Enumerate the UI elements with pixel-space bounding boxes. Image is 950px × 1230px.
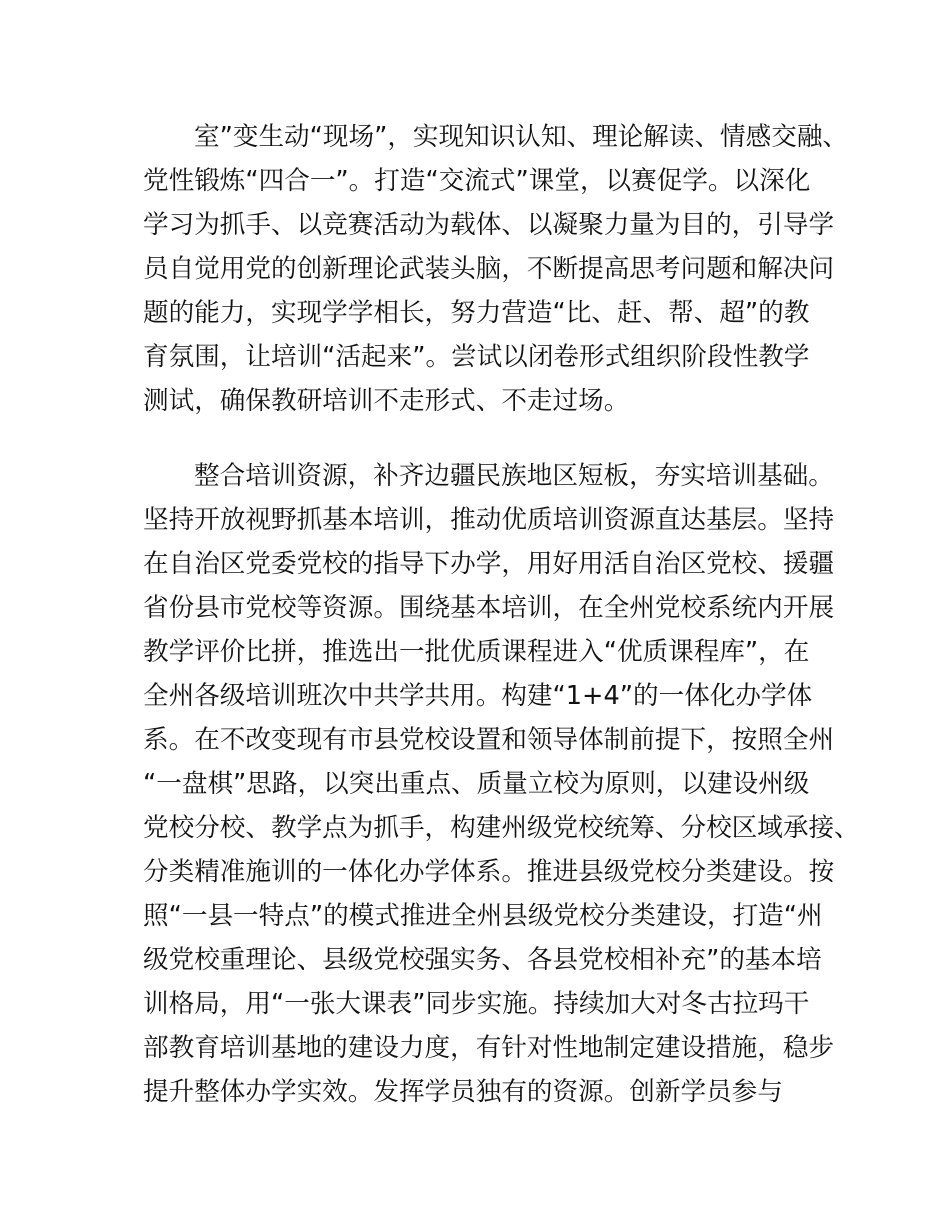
text-line: 训格局，用“一张大课表”同步实施。持续加大对冬古拉玛干 xyxy=(143,989,810,1019)
document-page xyxy=(143,115,860,1145)
text-line: 育氛围，让培训“活起来”。尝试以闭卷形式组织阶段性教学 xyxy=(143,342,810,372)
text-line: 级党校重理论、县级党校强实务、各县党校相补充”的基本培 xyxy=(143,945,822,975)
text-line: 整合培训资源，补齐边疆民族地区短板，夯实培训基础。 xyxy=(194,461,834,491)
text-line: 部教育培训基地的建设力度，有针对性地制定建设措施，稳步 xyxy=(143,1033,835,1063)
text-line: 员自觉用党的创新理论武装头脑，不断提高思考问题和解决问 xyxy=(143,254,835,284)
text-line: 题的能力，实现学学相长，努力营造“比、赶、帮、超”的教 xyxy=(143,298,810,328)
text-line: 测试，确保教研培训不走形式、不走过场。 xyxy=(143,386,630,416)
text-line: 系。在不改变现有市县党校设置和领导体制前提下，按照全州 xyxy=(143,725,835,755)
text-line: 坚持开放视野抓基本培训，推动优质培训资源直达基层。坚持 xyxy=(143,505,835,535)
text-line: 全州各级培训班次中共学共用。构建“1+4”的一体化办学体 xyxy=(143,681,813,711)
text-line: 省份县市党校等资源。围绕基本培训，在全州党校系统内开展 xyxy=(143,593,835,623)
text-line: 党校分校、教学点为抓手，构建州级党校统筹、分校区域承接、 xyxy=(143,813,860,843)
text-line: 学习为抓手、以竞赛活动为载体、以凝聚力量为目的，引导学 xyxy=(143,210,835,240)
text-line: 党性锻炼“四合一”。打造“交流式”课堂，以赛促学。以深化 xyxy=(143,166,811,196)
text-line: 提升整体办学实效。发挥学员独有的资源。创新学员参与 xyxy=(143,1077,783,1107)
text-line: 教学评价比拼，推选出一批优质课程进入“优质课程库”，在 xyxy=(143,637,810,667)
text-line: 室”变生动“现场”，实现知识认知、理论解读、情感交融、 xyxy=(194,122,849,152)
text-line: 分类精准施训的一体化办学体系。推进县级党校分类建设。按 xyxy=(143,857,835,887)
paragraph xyxy=(143,454,860,1114)
text-line: 照“一县一特点”的模式推进全州县级党校分类建设，打造“州 xyxy=(143,901,823,931)
paragraph xyxy=(143,115,849,423)
text-line: 在自治区党委党校的指导下办学，用好用活自治区党校、援疆 xyxy=(143,549,835,579)
text-line: “一盘棋”思路，以突出重点、质量立校为原则，以建设州级 xyxy=(143,769,810,799)
